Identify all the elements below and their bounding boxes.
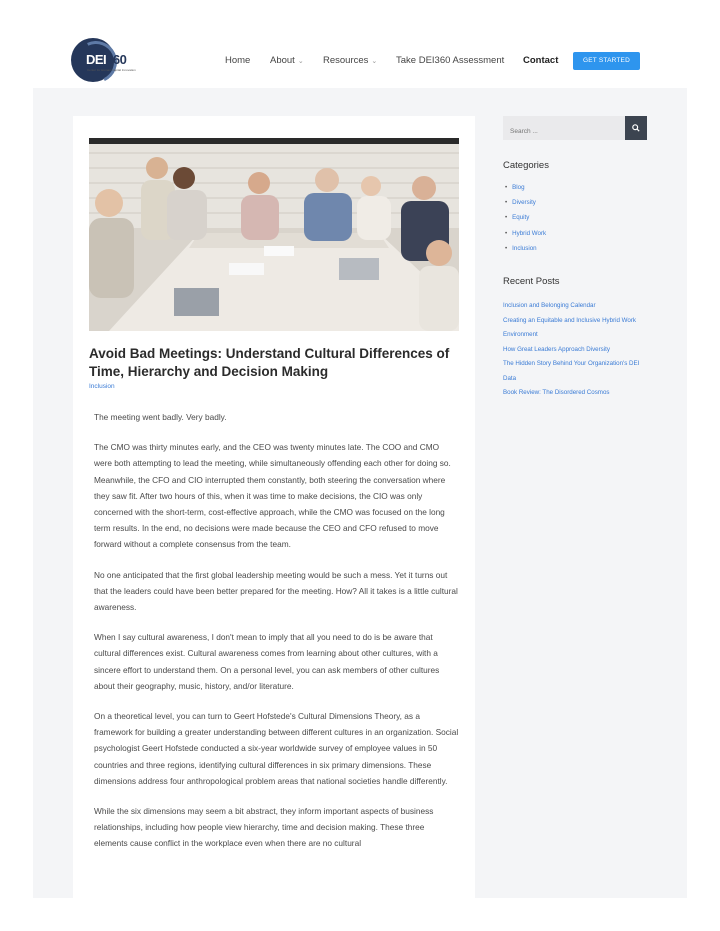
categories-heading: Categories (503, 160, 549, 171)
article-hero-image (89, 138, 459, 331)
recent-post-link[interactable]: Creating an Equitable and Inclusive Hybrid Work Environment (503, 316, 636, 338)
category-item[interactable]: • Blog (505, 184, 546, 199)
category-item[interactable]: • Hybrid Work (505, 230, 546, 245)
recent-post-link[interactable]: Inclusion and Belonging Calendar (503, 302, 596, 309)
search-button[interactable] (625, 116, 647, 140)
category-item[interactable]: • Diversity (505, 199, 546, 214)
site-header (0, 0, 720, 88)
nav-home[interactable]: Home (225, 55, 251, 66)
recent-posts-heading: Recent Posts (503, 276, 560, 287)
nav-resources[interactable] (323, 55, 377, 66)
nav-contact[interactable]: Contact (523, 55, 559, 66)
recent-post-link[interactable]: How Great Leaders Approach Diversity (503, 345, 610, 353)
get-started-button[interactable]: GET STARTED (573, 52, 640, 70)
search-input[interactable] (503, 116, 625, 140)
article-paragraph: When I say cultural awareness, I don't mean to imply that all you need to do is be aware that cultural differences exist. Cultural awareness comes from learning about other cultures, with a sincere effort to understand them. On a personal level, you can ask members of other cultures about their geography, music, history, and/or literature. (94, 632, 440, 691)
search-icon (632, 124, 640, 132)
article-paragraph: The meeting went badly. Very badly. (94, 412, 227, 422)
logo-text-360: 360 (106, 52, 127, 67)
meeting-photo (89, 138, 459, 331)
nav-about[interactable] (270, 55, 304, 66)
category-item[interactable]: • Inclusion (505, 245, 546, 260)
category-item[interactable]: • Equity (505, 214, 546, 229)
nav-about-label: About (270, 55, 295, 66)
nav-resources-label: Resources (323, 55, 369, 66)
article-body (94, 409, 459, 866)
article-paragraph: While the six dimensions may seem a bit abstract, they inform important aspects of business relationships, including how people view hierarchy, time and decision making. These three elements cause conflict in the workplace even when there are no cultural (94, 806, 434, 849)
article-paragraph: On a theoretical level, you can turn to Geert Hofstede's Cultural Dimensions Theory, as a framework for building a greater understanding between different cultures in an organization. Social psychologist Geert Hofstede conducted a six-year worldwide survey of employee values in 50 countries and three regions, identifying cultural differences in six primary dimensions. These dimensions address four anthropological problem areas that national societies handle differently. (94, 711, 459, 786)
nav-assessment[interactable]: Take DEI360 Assessment (396, 55, 505, 66)
article-title: Avoid Bad Meetings: Understand Cultural Differences of Time, Hierarchy and Decision Making (89, 346, 450, 379)
logo-tagline: Center for Human Capital Innovation (87, 68, 136, 72)
logo-text-dei: DEI (86, 52, 107, 67)
logo-text (86, 52, 126, 67)
recent-posts-list (503, 299, 653, 401)
article-category-link[interactable]: Inclusion (89, 383, 115, 390)
recent-post-link[interactable]: Book Review: The Disordered Cosmos (503, 389, 610, 396)
site-logo[interactable] (71, 37, 135, 85)
chevron-down-icon: ⌄ (297, 58, 304, 65)
recent-post-link[interactable]: The Hidden Story Behind Your Organization's DEI Data (503, 360, 640, 382)
chevron-down-icon: ⌄ (371, 58, 378, 65)
article-paragraph: The CMO was thirty minutes early, and the CEO was twenty minutes late. The COO and CMO were both attempting to lead the meeting, while simultaneously offending each other for doing so. Meanwhile, the CFO and CIO interrupted them constantly, both steering the conversation where they saw fit. After two hours of this, when it was time to make decisions, the CIO was only concerned with the short-term, cost-effective approach, while the CMO was focused on the long term results. In the end, no decisions were made because the CEO and CFO refused to move forward without a complete consensus from the team. (94, 442, 451, 550)
categories-list (505, 184, 546, 260)
article-paragraph: No one anticipated that the first global leadership meeting would be such a mess. Yet it turns out that the leaders could have been better prepared for the meeting. How? All it takes is a little cultural awareness. (94, 569, 458, 613)
